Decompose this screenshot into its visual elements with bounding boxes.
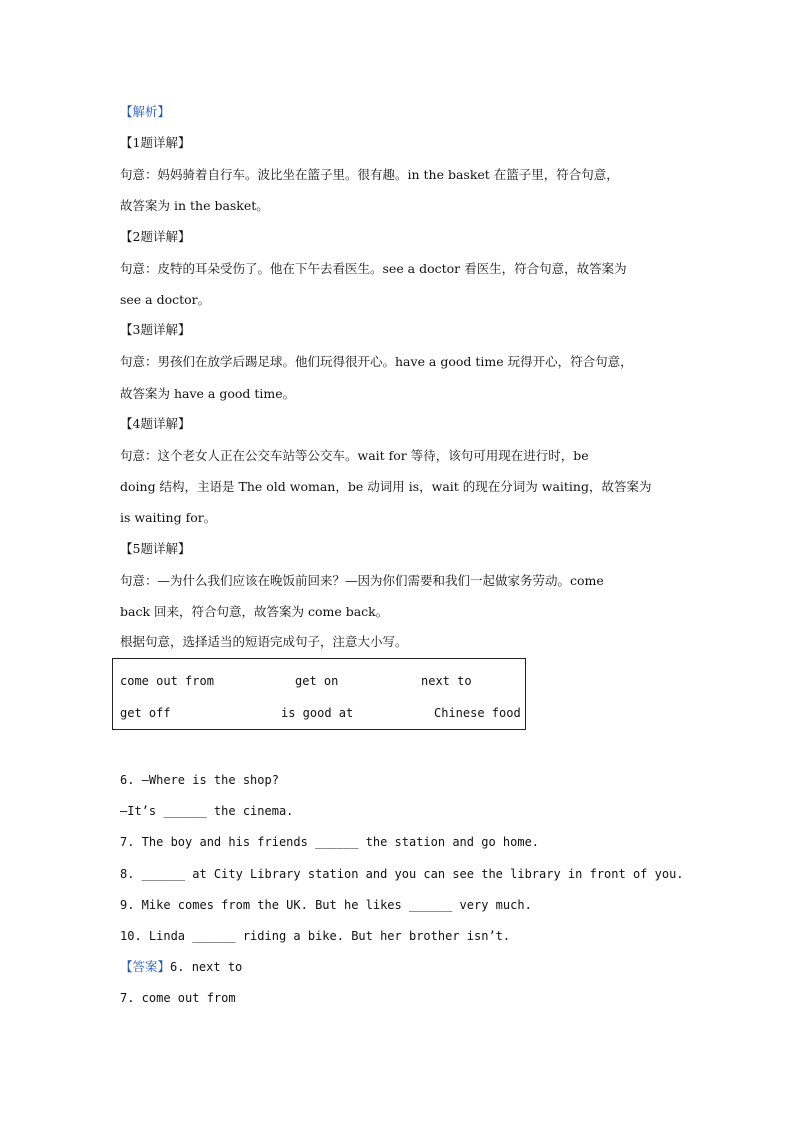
q1-explanation-line1: 句意：妈妈骑着自行车。波比坐在篮子里。很有趣。in the basket 在篮子里，符合句意， xyxy=(120,167,619,182)
answer-line-6 xyxy=(120,959,242,975)
q5-explanation-line2: back 回来，符合句意，故答案为 come back。 xyxy=(120,604,389,619)
question-8: 8. ______ at City Library station and you can see the library in front of you. xyxy=(120,867,684,881)
answer-7: 7. come out from xyxy=(120,991,236,1005)
q3-explanation-line2: 故答案为 have a good time。 xyxy=(120,386,296,401)
analysis-header: 【解析】 xyxy=(120,104,171,119)
q1-explanation-line2: 故答案为 in the basket。 xyxy=(120,198,269,213)
q1-detail-header: 【1题详解】 xyxy=(120,135,191,150)
question-7: 7. The boy and his friends ______ the station and go home. xyxy=(120,835,540,849)
answer-label: 【答案】 xyxy=(120,959,171,974)
q5-detail-header: 【5题详解】 xyxy=(120,541,191,556)
q4-explanation-line3: is waiting for。 xyxy=(120,510,217,525)
section-instruction: 根据句意，选择适当的短语完成句子，注意大小写。 xyxy=(120,634,408,649)
q4-explanation-line1: 句意：这个老女人正在公交车站等公交车。wait for 等待，该句可用现在进行时，be xyxy=(120,448,589,463)
question-10: 10. Linda ______ riding a bike. But her brother isn’t. xyxy=(120,929,511,943)
q2-explanation-line1: 句意：皮特的耳朵受伤了。他在下午去看医生。see a doctor 看医生，符合句意，故答案为 xyxy=(120,261,627,276)
phrase-get-off: get off xyxy=(120,706,171,720)
q5-explanation-line1: 句意：—为什么我们应该在晚饭前回来？—因为你们需要和我们一起做家务劳动。come xyxy=(120,573,604,588)
phrase-next-to: next to xyxy=(421,674,472,688)
phrase-come-out-from: come out from xyxy=(120,674,214,688)
q4-explanation-line2: doing 结构，主语是 The old woman，be 动词用 is，wait 的现在分词为 waiting，故答案为 xyxy=(120,479,652,494)
q3-explanation-line1: 句意：男孩们在放学后踢足球。他们玩得很开心。have a good time 玩得开心，符合句意， xyxy=(120,354,633,369)
q3-detail-header: 【3题详解】 xyxy=(120,322,191,337)
phrase-chinese-food: Chinese food xyxy=(434,706,521,720)
phrase-bank-box xyxy=(112,658,526,730)
question-6-line1: 6. —Where is the shop? xyxy=(120,773,279,787)
q2-detail-header: 【2题详解】 xyxy=(120,229,191,244)
answer-6: 6. next to xyxy=(170,960,243,974)
question-9: 9. Mike comes from the UK. But he likes ______ very much. xyxy=(120,898,532,912)
q2-explanation-line2: see a doctor。 xyxy=(120,292,211,307)
phrase-get-on: get on xyxy=(295,674,339,688)
question-6-line2: —It’s ______ the cinema. xyxy=(120,804,294,818)
phrase-is-good-at: is good at xyxy=(281,706,354,720)
q4-detail-header: 【4题详解】 xyxy=(120,416,191,431)
